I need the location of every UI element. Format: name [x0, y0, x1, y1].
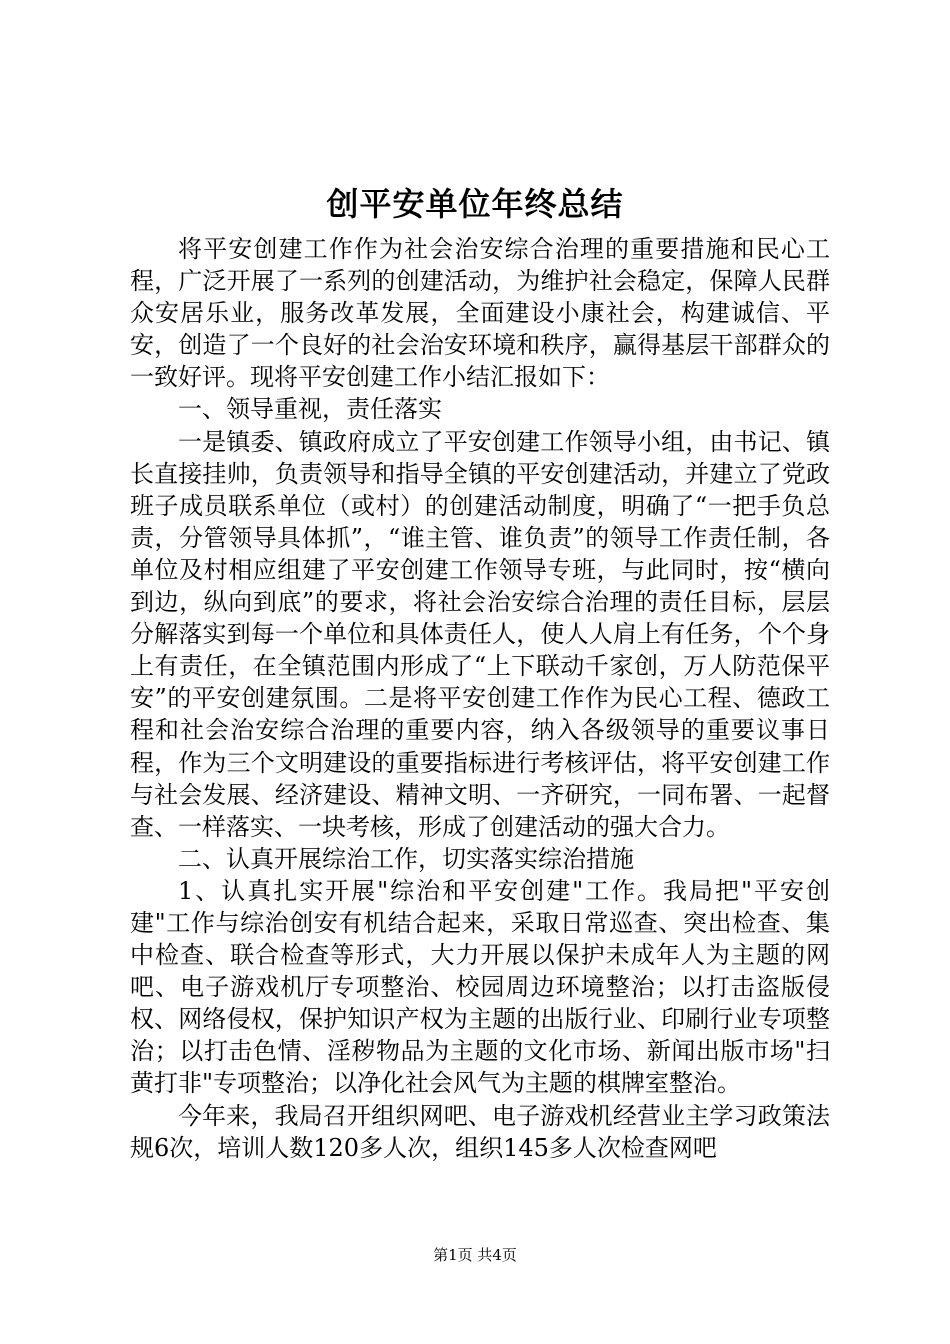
paragraph-leadership: 一是镇委、镇政府成立了平安创建工作领导小组，由书记、镇长直接挂帅，负责领导和指导全镇的平安创建活动，并建立了党政班子成员联系单位（或村）的创建活动制度，明确了“一把手负总责，分管领导具体抓”，“谁主管、谁负责”的领导工作责任制，各单位及村相应组建了平安创建工作领导专班，与此同时，按“横向到边，纵向到底”的要求，将社会治安综合治理的责任目标，层层分解落实到每一个单位和具体责任人，使人人肩上有任务，个个身上有责任，在全镇范围内形成了“上下联动千家创，万人防范保平安”的平安创建氛围。二是将平安创建工作作为民心工程、德政工程和社会治安综合治理的重要内容，纳入各级领导的重要议事日程，作为三个文明建设的重要指标进行考核评估，将平安创建工作与社会发展、经济建设、精神文明、一齐研究，一同布署、一起督查、一样落实、一块考核，形成了创建活动的强大合力。 [130, 427, 830, 841]
section-heading-1: 一、领导重视，责任落实 [178, 395, 442, 424]
section-heading-2: 二、认真开展综治工作，切实落实综治措施 [178, 844, 634, 873]
document-title: 创平安单位年终总结 [326, 185, 624, 223]
paragraph-intro: 将平安创建工作作为社会治安综合治理的重要措施和民心工程，广泛开展了一系列的创建活动，为维护社会稳定，保障人民群众安居乐业，服务改革发展，全面建设小康社会，构建诚信、平安，创造了一个良好的社会治安环境和秩序，赢得基层干部群众的一致好评。现将平安创建工作小结汇报如下： [130, 235, 830, 392]
paragraph-this-year: 今年来，我局召开组织网吧、电子游戏机经营业主学习政策法规6次，培训人数120多人次，组织145多人次检查网吧 [130, 1101, 830, 1162]
document-body [130, 233, 830, 1164]
page-footer: 第1页 共4页 [433, 1246, 517, 1264]
paragraph-item-1: 1、认真扎实开展"综治和平安创建"工作。我局把"平安创建"工作与综治创安有机结合起来，采取日常巡查、突出检查、集中检查、联合检查等形式，大力开展以保护未成年人为主题的网吧、电子游戏机厅专项整治、校园周边环境整治；以打击盗版侵权、网络侵权，保护知识产权为主题的出版行业、印刷行业专项整治；以打击色情、淫秽物品为主题的文化市场、新闻出版市场"扫黄打非"专项整治；以净化社会风气为主题的棋牌室整治。 [130, 876, 830, 1098]
